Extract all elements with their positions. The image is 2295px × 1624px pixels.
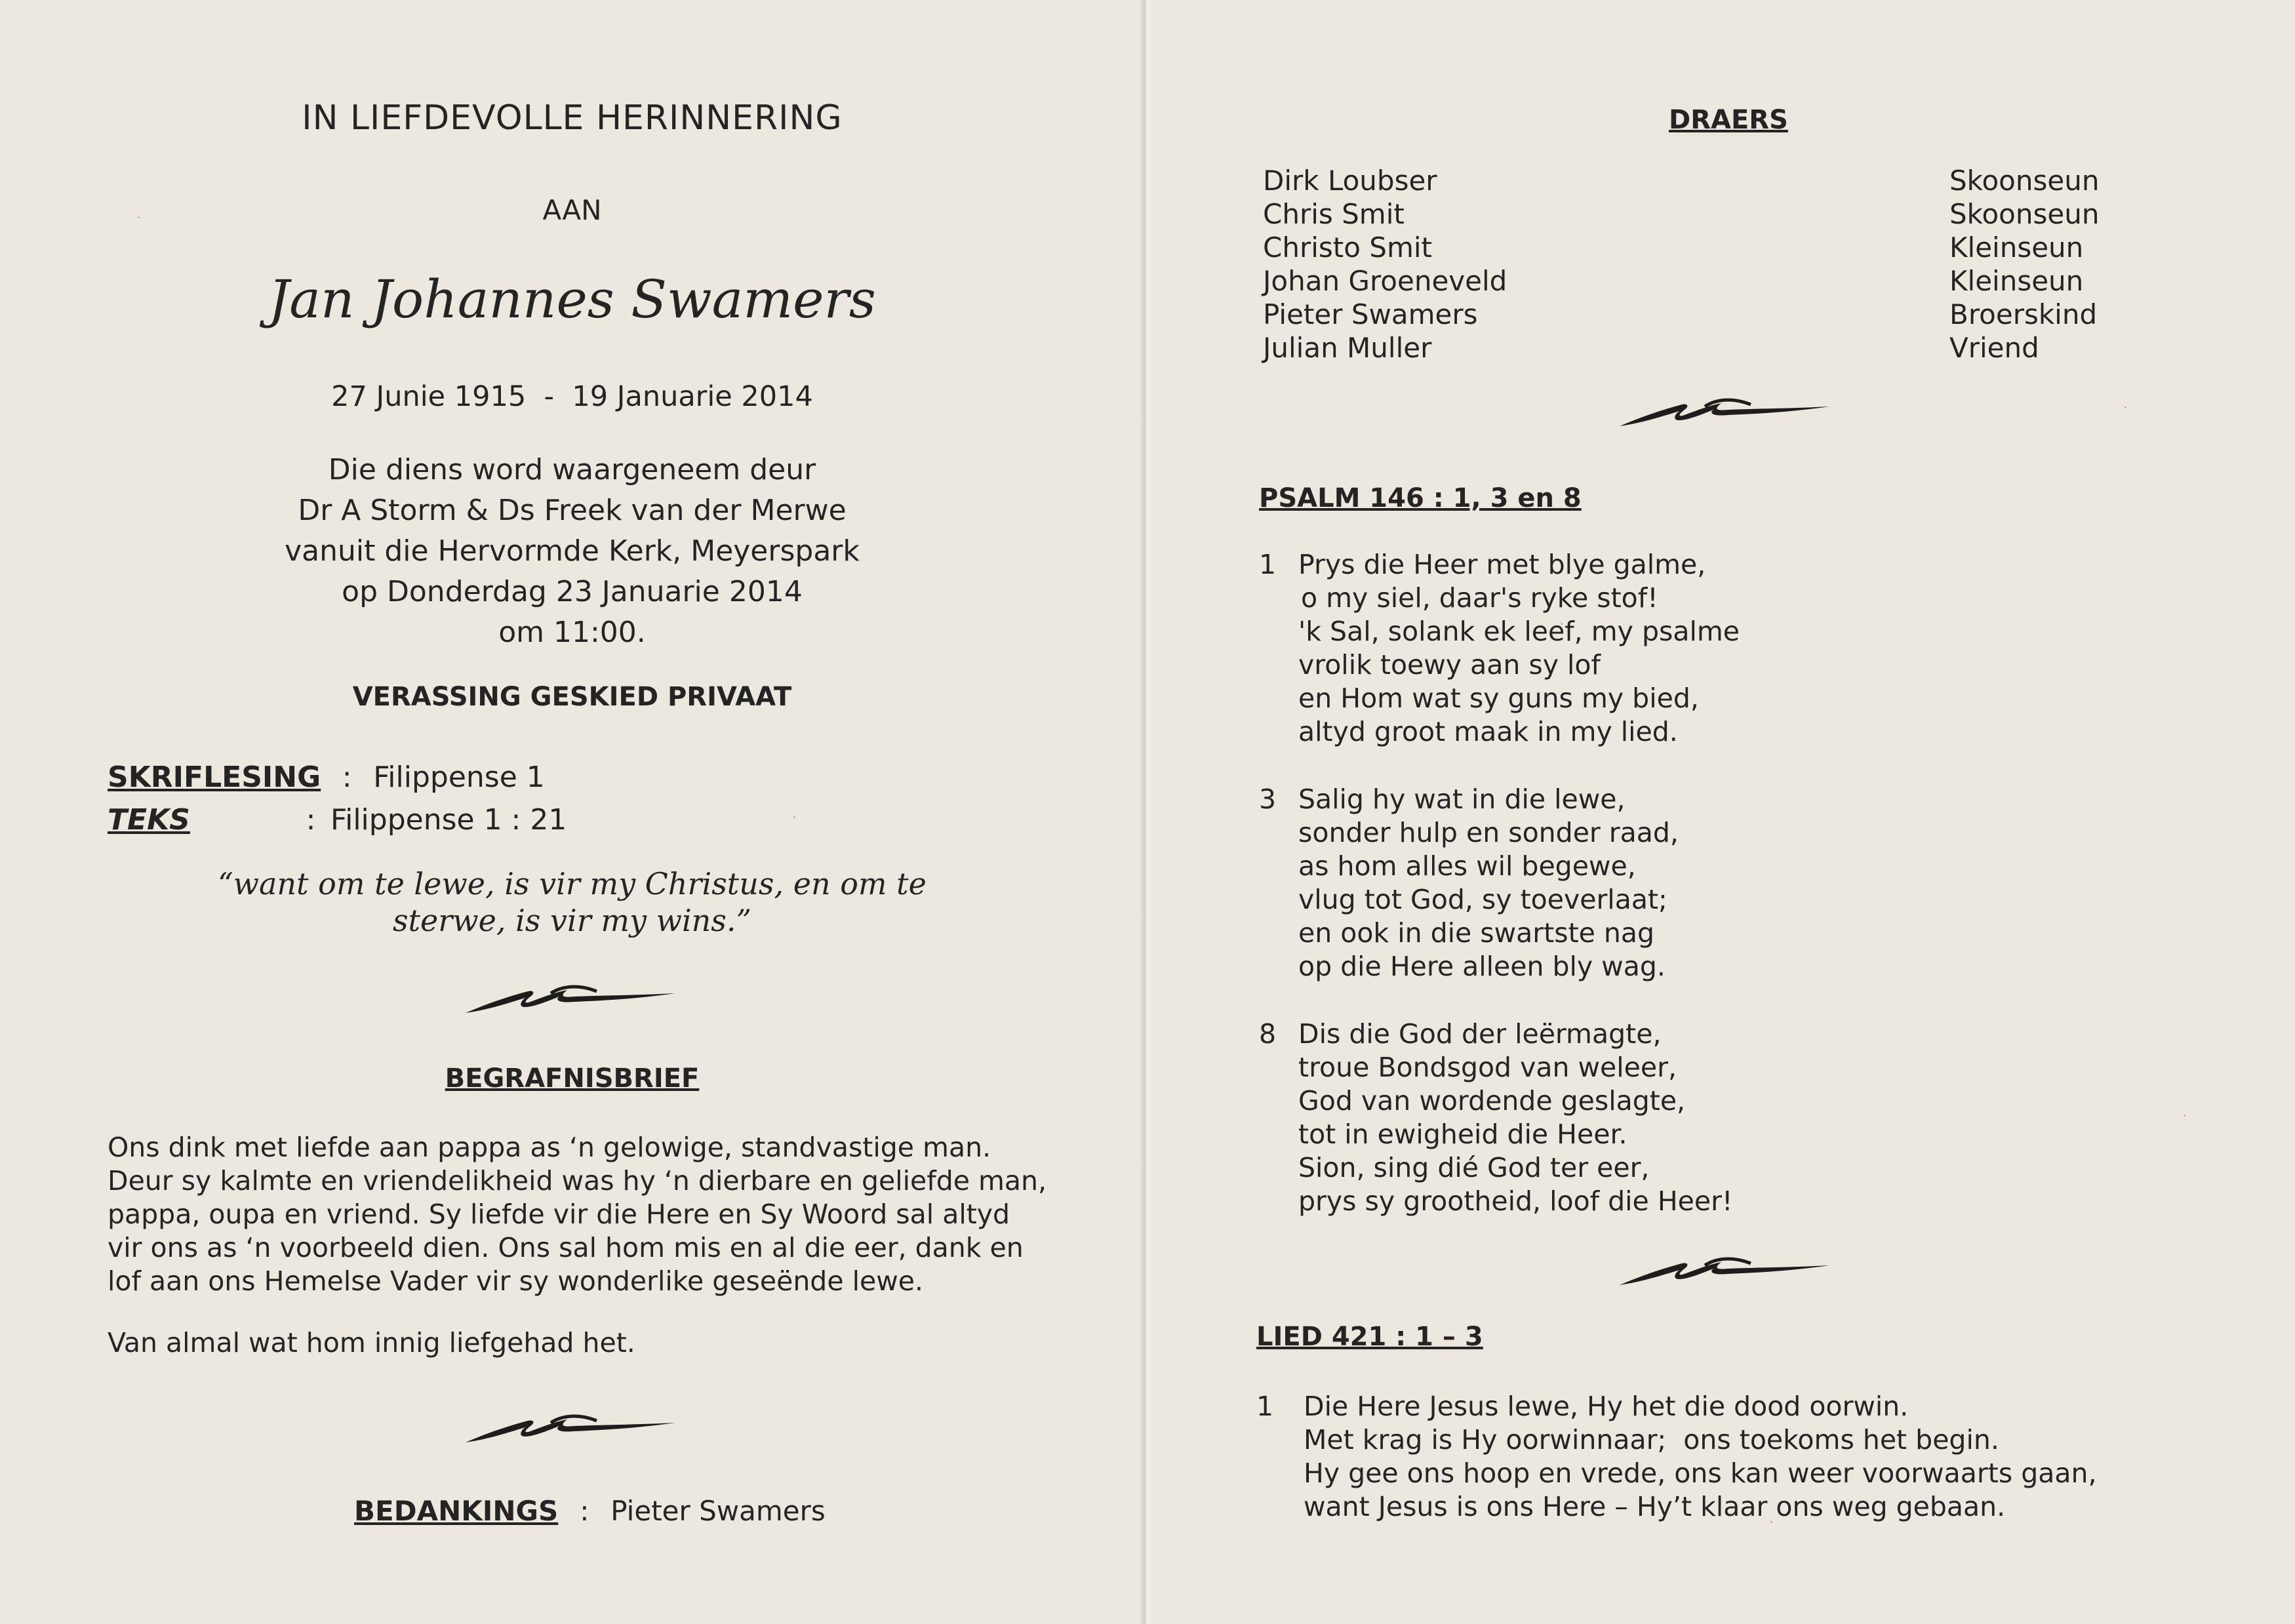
- bearer-relation: Kleinseun: [1949, 231, 2084, 264]
- thanks-value: Pieter Swamers: [610, 1495, 826, 1527]
- bearer-name: Christo Smit: [1263, 231, 1432, 264]
- verse-line: en ook in die swartste nag: [1298, 917, 1655, 949]
- quote-line: sterwe, is vir my wins.”: [392, 903, 752, 938]
- scripture-separator: :: [342, 761, 352, 794]
- verse-line: en Hom wat sy guns my bied,: [1298, 683, 1699, 714]
- verse-number: 3: [1259, 783, 1277, 815]
- bearer-names-list: [1263, 164, 1507, 365]
- service-line: Die diens word waargeneem deur: [328, 453, 816, 486]
- flourish-divider-icon: [1616, 1249, 1833, 1295]
- letter-line: Deur sy kalmte en vriendelikheid was hy ‘n dierbare en geliefde man,: [108, 1165, 1047, 1197]
- verse-line: op die Here alleen bly wag.: [1298, 951, 1666, 982]
- letter-line: vir ons as ‘n voorbeeld dien. Ons sal hom mis en al die eer, dank en: [108, 1232, 1024, 1263]
- bearer-relation: Skoonseun: [1949, 198, 2100, 230]
- verse-line: Dis die God der leërmagte,: [1298, 1018, 1662, 1050]
- hymn-heading: LIED 421 : 1 – 3: [1256, 1322, 1483, 1352]
- text-value: Filippense 1 : 21: [330, 803, 567, 837]
- thanks-label: BEDANKINGS: [354, 1495, 559, 1527]
- bearer-relations-list: [1949, 164, 2099, 365]
- memorial-title: IN LIEFDEVOLLE HERINNERING: [302, 98, 843, 138]
- verse-line: 'k Sal, solank ek leef, my psalme: [1298, 616, 1740, 647]
- verse-line: sonder hulp en sonder raad,: [1298, 817, 1679, 848]
- thanks-separator: :: [580, 1495, 589, 1527]
- verse-number: 8: [1259, 1018, 1277, 1050]
- quote-line: “want om te lewe, is vir my Christus, en om te: [218, 866, 927, 901]
- verse-line: tot in ewigheid die Heer.: [1298, 1119, 1627, 1150]
- psalm-heading: PSALM 146 : 1, 3 en 8: [1259, 483, 1582, 513]
- bearer-name: Johan Groeneveld: [1263, 265, 1507, 297]
- letter-heading: BEGRAFNISBRIEF: [445, 1063, 700, 1094]
- letter-line: Ons dink met liefde aan pappa as ‘n gelowige, standvastige man.: [108, 1132, 991, 1163]
- bearer-relation: Vriend: [1949, 332, 2039, 364]
- letter-line: lof aan ons Hemelse Vader vir sy wonderlike geseënde lewe.: [108, 1265, 923, 1297]
- verse-line: vlug tot God, sy toeverlaat;: [1298, 884, 1667, 915]
- cremation-note: VERASSING GESKIED PRIVAAT: [352, 682, 792, 712]
- letter-body: [108, 1131, 1047, 1298]
- bearer-relation: Kleinseun: [1949, 265, 2084, 297]
- verse-line: Prys die Heer met blye galme,: [1298, 549, 1706, 580]
- verse-line: as hom alles wil begewe,: [1298, 850, 1636, 882]
- flourish-divider-icon: [462, 977, 679, 1023]
- service-line: vanuit die Hervormde Kerk, Meyerspark: [285, 534, 860, 568]
- verse-number: 1: [1259, 549, 1277, 580]
- scripture-reading-label: SKRIFLESING: [108, 761, 321, 794]
- verse-line: altyd groot maak in my lied.: [1298, 716, 1678, 747]
- verse-line: Met krag is Hy oorwinnaar; ons toekoms het begin.: [1304, 1424, 1999, 1456]
- text-label: TEKS: [108, 803, 190, 837]
- verse-line: prys sy grootheid, loof die Heer!: [1298, 1185, 1733, 1217]
- verse-line: Hy gee ons hoop en vrede, ons kan weer voorwaarts gaan,: [1304, 1457, 2097, 1489]
- verse-line: Die Here Jesus lewe, Hy het die dood oorwin.: [1304, 1391, 1909, 1422]
- deceased-name: Jan Johannes Swamers: [268, 269, 876, 330]
- verse-line: want Jesus is ons Here – Hy’t klaar ons weg gebaan.: [1304, 1491, 2006, 1522]
- flourish-divider-icon: [1616, 390, 1833, 436]
- page-fold: [1140, 0, 1151, 1624]
- verse-line: Sion, sing dié God ter eer,: [1298, 1152, 1650, 1183]
- verse-line: troue Bondsgod van weleer,: [1298, 1052, 1677, 1083]
- scripture-quote: [0, 865, 1144, 939]
- service-line: op Donderdag 23 Januarie 2014: [342, 575, 803, 608]
- life-dates: 27 Junie 1915 - 19 Januarie 2014: [331, 380, 813, 413]
- aan-label: AAN: [542, 194, 602, 226]
- scripture-reading-value: Filippense 1: [373, 761, 545, 794]
- bearer-relation: Skoonseun: [1949, 165, 2100, 197]
- text-row: [108, 803, 567, 837]
- scripture-reading-row: [108, 761, 545, 794]
- verse-line: vrolik toewy aan sy lof: [1298, 649, 1601, 681]
- bearers-heading: DRAERS: [1669, 105, 1788, 135]
- verse-line: God van wordende geslagte,: [1298, 1085, 1686, 1117]
- flourish-divider-icon: [462, 1406, 679, 1452]
- bearer-relation: Broerskind: [1949, 298, 2098, 330]
- service-line: om 11:00.: [498, 616, 646, 649]
- bearer-name: Julian Muller: [1263, 332, 1432, 364]
- thanks-row: [354, 1495, 826, 1527]
- bearer-name: Pieter Swamers: [1263, 298, 1478, 330]
- text-separator: :: [306, 803, 316, 837]
- verse-line: Salig hy wat in die lewe,: [1298, 783, 1626, 815]
- letter-line: pappa, oupa en vriend. Sy liefde vir die Here en Sy Woord sal altyd: [108, 1198, 1010, 1230]
- verse-line: o my siel, daar's ryke stof!: [1301, 582, 1658, 614]
- service-line: Dr A Storm & Ds Freek van der Merwe: [298, 494, 847, 527]
- bearer-name: Dirk Loubser: [1263, 165, 1437, 197]
- letter-closing: Van almal wat hom innig liefgehad het.: [108, 1327, 635, 1358]
- bearer-name: Chris Smit: [1263, 198, 1405, 230]
- service-details: [0, 450, 1144, 653]
- verse-number: 1: [1256, 1391, 1274, 1422]
